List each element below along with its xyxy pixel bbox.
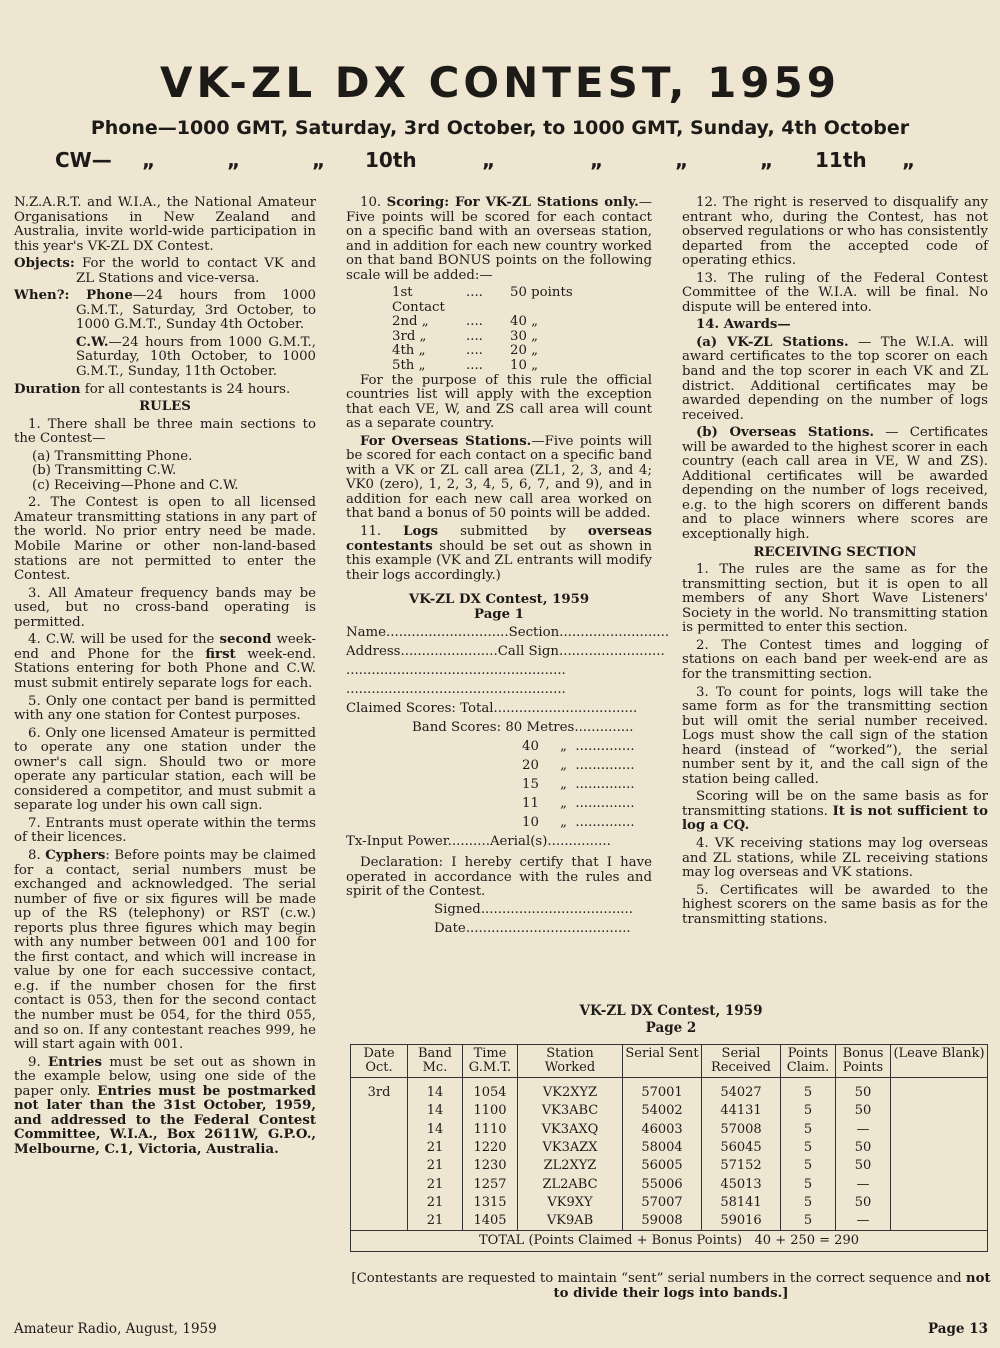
ditto: „ [142, 148, 156, 172]
rule-14a: (a) VK-ZL Stations. — The W.I.A. will award certificates to the top scorer on each band and the top scorer in each VK and ZL district. Additional certificates may be awarded depending on the number of logs received. [682, 334, 988, 423]
table-cell: ZL2XYZ [518, 1157, 623, 1175]
when: When?: Phone—24 hours from 1000 G.M.T., Saturday, 3rd October, to 1000 G.M.T., Sunday 4th October. [14, 288, 316, 333]
table-cell: — [836, 1212, 891, 1231]
footer-page-number: Page 13 [927, 1321, 988, 1337]
recv-rule-1: 1. The rules are the same as for the transmitting section, but it is open to all members of any Short Wave Listeners' Society in the world. No transmitting station is permitted to enter this section. [682, 562, 988, 636]
recv-rule-5: 5. Certificates will be awarded to the highest scorers on the same basis as for the transmitting stations. [682, 882, 988, 927]
table-cell: VK2XYZ [518, 1078, 623, 1103]
table-cell: 55006 [623, 1175, 702, 1193]
table-cell: 21 [408, 1194, 463, 1212]
table-cell: 54002 [623, 1102, 702, 1120]
objects: Objects: For the world to contact VK and ZL Stations and vice-versa. [14, 256, 316, 286]
table-cell: 56005 [623, 1157, 702, 1175]
col-header: Bonus Points [836, 1045, 891, 1078]
table-cell: VK3AZX [518, 1139, 623, 1157]
table-cell: 1054 [463, 1078, 518, 1103]
table-cell: 46003 [623, 1121, 702, 1139]
band-line: 10 „ .............. [522, 815, 635, 831]
col-header: Station Worked [518, 1045, 623, 1078]
rule-2: 2. The Contest is open to all licensed Amateur transmitting stations in any part of the world. No prior entry need be made. Mobile Marine or other non-land-based stations are not permitted to enter the Contest. [14, 495, 316, 584]
table-cell [891, 1121, 988, 1139]
form-title: VK-ZL DX Contest, 1959 [408, 592, 590, 608]
rule-3: 3. All Amateur frequency bands may be used, but no cross-band operating is permitted. [14, 585, 316, 630]
rule-14: 14. Awards— [696, 317, 791, 333]
table-cell [891, 1157, 988, 1175]
table-cell: 50 [836, 1078, 891, 1103]
rule-5: 5. Only one contact per band is permitted with any one station for Contest purposes. [14, 693, 316, 724]
band-line: 11 „ .............. [522, 796, 635, 812]
table-row [351, 1157, 988, 1175]
table-cell: 5 [781, 1212, 836, 1231]
rule-1b: (b) Transmitting C.W. [32, 463, 177, 479]
total-label: TOTAL (Points Claimed + Bonus Points) [479, 1233, 743, 1249]
log-note: [Contestants are requested to maintain “sent” serial numbers in the correct sequence and not to divide their logs into bands.] [351, 1271, 991, 1301]
rule-11: 11. Logs submitted by overseas contestants should be set out as shown in this example (VK and ZL entrants will modify their logs accordingly.) [346, 524, 652, 583]
recv-rule-3: 3. To count for points, logs will take the same form as for the transmitting section but will omit the serial number received. Logs must show the call sign of the station heard (instead of “worked”), the serial number sent by it, and the call sign of the station being called. [682, 684, 988, 787]
recv-rule-2: 2. The Contest times and logging of stations on each band per week-end are as for the transmitting section. [682, 637, 988, 682]
bonus-row: 5th „ .... 10 „ [392, 358, 539, 374]
rule-13: 13. The ruling of the Federal Contest Committee of the W.I.A. will be final. No dispute will be entered into. [682, 270, 988, 315]
table-row [351, 1078, 988, 1103]
band-line: 20 „ .............. [522, 758, 635, 774]
table-cell: 5 [781, 1121, 836, 1139]
form-page: Page 1 [474, 606, 524, 622]
table-cell [351, 1194, 408, 1212]
table-cell: 44131 [702, 1102, 781, 1120]
table-cell: 21 [408, 1175, 463, 1193]
total-value: 40 + 250 = 290 [754, 1233, 859, 1249]
table-row [351, 1102, 988, 1120]
log-table-title: VK-ZL DX Contest, 1959 [579, 1003, 763, 1019]
table-cell: VK9AB [518, 1212, 623, 1231]
table-row [351, 1139, 988, 1157]
table-cell: 21 [408, 1139, 463, 1157]
table-cell: 57001 [623, 1078, 702, 1103]
table-cell [351, 1102, 408, 1120]
table-cell: — [836, 1175, 891, 1193]
log-table-header [346, 1003, 996, 1037]
band-line: 15 „ .............. [522, 777, 635, 793]
receiving-heading: RECEIVING SECTION [753, 544, 917, 560]
address-line: Address.......................Call Sign......................... [346, 644, 665, 660]
cw-label: CW— [55, 148, 112, 172]
column-2 [346, 195, 670, 941]
rule-1c: (c) Receiving—Phone and C.W. [32, 477, 239, 493]
table-cell: 50 [836, 1139, 891, 1157]
ditto: „ [227, 148, 241, 172]
table-cell: 1110 [463, 1121, 518, 1139]
table-cell [351, 1121, 408, 1139]
duration: Duration for all contestants is 24 hours. [14, 381, 291, 397]
table-cell: 5 [781, 1175, 836, 1193]
ditto: „ [760, 148, 774, 172]
page-title: VK-ZL DX CONTEST, 1959 [160, 58, 840, 107]
name-line: Name.............................Section.......................... [346, 625, 670, 641]
table-cell: 1230 [463, 1157, 518, 1175]
table-cell: 3rd [351, 1078, 408, 1103]
table-cell: — [836, 1121, 891, 1139]
purpose: For the purpose of this rule the official countries list will apply with the exception that each VE, W, and ZS call area will count as a separate country. [346, 372, 652, 432]
col-header: Serial Sent [623, 1045, 702, 1078]
bonus-row: 3rd „ .... 30 „ [392, 328, 539, 344]
rule-6: 6. Only one licensed Amateur is permitted to operate any one station under the owner's call sign. Should two or more operate any particular station, each will be considered a competitor, and must submit a separate log under his own call sign. [14, 725, 316, 814]
table-cell: 58141 [702, 1194, 781, 1212]
recv-rule-4: 4. VK receiving stations may log overseas and ZL stations, while ZL receiving stations may log overseas and VK stations. [682, 835, 988, 881]
table-cell [891, 1175, 988, 1193]
ditto: „ [902, 148, 916, 172]
col-header: (Leave Blank) [891, 1045, 988, 1078]
table-cell: 50 [836, 1194, 891, 1212]
table-cell: 56045 [702, 1139, 781, 1157]
table-cell: 59008 [623, 1212, 702, 1231]
phone-schedule: Phone—1000 GMT, Saturday, 3rd October, to 1000 GMT, Sunday, 4th October [90, 117, 910, 139]
table-cell: 57152 [702, 1157, 781, 1175]
declaration: Declaration: I hereby certify that I have operated in accordance with the rules and spirit of the Contest. [346, 855, 652, 900]
col-header: Serial Received [702, 1045, 781, 1078]
table-cell [891, 1139, 988, 1157]
bonus-row: 4th „ .... 20 „ [392, 343, 539, 359]
table-cell: 1220 [463, 1139, 518, 1157]
table-cell: 5 [781, 1139, 836, 1157]
rule-4: 4. C.W. will be used for the second week-end and Phone for the first week-end. Stations entering for both Phone and C.W. must submit entirely separate logs for each. [14, 632, 316, 691]
column-3 [682, 196, 988, 930]
ditto: „ [482, 148, 496, 172]
blank-line: .................................................... [346, 682, 566, 698]
band-line: 40 „ .............. [522, 739, 635, 755]
table-cell: 14 [408, 1078, 463, 1103]
rule-14b: (b) Overseas Stations. — Certificates will be awarded to the highest scorer in each country (each call area in VE, W and ZS). Additional certificates will be awarded depending on the number of logs received, e.g. to the high scorers on different bands and to place winners where scores are exceptionally high. [682, 425, 989, 543]
bonus-scale [392, 286, 652, 373]
table-cell [351, 1212, 408, 1231]
rule-9: 9. Entries must be set out as shown in the example below, using one side of the paper only. Entries must be postmarked not later than the 31st October, 1959, and addressed to the Federal Contest Committee, W.I.A., Box 2611W, G.P.O., Melbourne, C.1, Victoria, Australia. [14, 1054, 316, 1157]
when-cw: C.W.—24 hours from 1000 G.M.T., Saturday, 10th October, to 1000 G.M.T., Sunday, 11th October. [76, 334, 316, 380]
table-cell: 1100 [463, 1102, 518, 1120]
total-row [351, 1231, 988, 1252]
rule-10: 10. Scoring: For VK-ZL Stations only.—Five points will be scored for each contact on a specific band with an overseas station, and in addition for each new country worked on that band BONUS points on the following scale will be added:— [346, 195, 652, 283]
table-cell: 14 [408, 1121, 463, 1139]
log-form-page-1 [346, 592, 670, 941]
ditto: „ [675, 148, 689, 172]
table-cell: 5 [781, 1078, 836, 1103]
recv-scoring: Scoring will be on the same basis as for transmitting stations. It is not sufficient to log a CQ. [682, 789, 988, 834]
col-header: Points Claim. [781, 1045, 836, 1078]
table-cell [351, 1175, 408, 1193]
table-cell [351, 1139, 408, 1157]
band-80-line: Band Scores: 80 Metres.............. [412, 720, 634, 736]
ditto: „ [590, 148, 604, 172]
bonus-row: 1st Contact .... 50 points [392, 285, 573, 315]
rule-12: 12. The right is reserved to disqualify any entrant who, during the Contest, has not observed regulations or who has consistently departed from the accepted code of operating ethics. [682, 195, 988, 269]
table-cell: 45013 [702, 1175, 781, 1193]
rule-7: 7. Entrants must operate within the terms of their licences. [14, 815, 316, 846]
table-cell: VK3ABC [518, 1102, 623, 1120]
table-cell: 5 [781, 1157, 836, 1175]
table-cell: 1315 [463, 1194, 518, 1212]
log-table-page: Page 2 [645, 1020, 697, 1036]
table-cell: VK9XY [518, 1194, 623, 1212]
table-cell: 58004 [623, 1139, 702, 1157]
table-cell: 57007 [623, 1194, 702, 1212]
table-cell: 14 [408, 1102, 463, 1120]
footer-publication: Amateur Radio, August, 1959 [14, 1321, 217, 1337]
table-cell: VK3AXQ [518, 1121, 623, 1139]
table-cell: 54027 [702, 1078, 781, 1103]
table-cell: 50 [836, 1157, 891, 1175]
col-header: Date Oct. [351, 1045, 408, 1078]
signed-line: Signed.................................... [434, 901, 633, 917]
table-cell: 59016 [702, 1212, 781, 1231]
col-header: Band Mc. [408, 1045, 463, 1078]
claimed-line: Claimed Scores: Total.................................. [346, 701, 638, 717]
table-cell [891, 1078, 988, 1103]
rule-8: 8. Cyphers: Before points may be claimed for a contact, serial numbers must be exchanged and acknowledged. The serial number of five or six figures will be made up of the RS (telephony) or RST (c.w.) reports plus three figures which may begin with any number between 001 and 100 for the first contact, and which will increase in value by one for each successive contact, e.g. if the number chosen for the first contact is 053, then for the second contact the number must be 054, for the third 055, and so on. If any contestant reaches 999, he will start again with 001. [14, 847, 316, 1053]
ditto: „ [312, 148, 326, 172]
cw-end-day: 11th [815, 148, 867, 172]
rule-1a: (a) Transmitting Phone. [32, 448, 193, 464]
log-table [350, 1044, 988, 1252]
table-cell: 1405 [463, 1212, 518, 1231]
blank-line: .................................................... [346, 663, 566, 679]
table-row [351, 1121, 988, 1139]
intro: N.Z.A.R.T. and W.I.A., the National Amateur Organisations in New Zealand and Australia, invite world-wide participation in this year's VK-ZL DX Contest. [14, 195, 316, 254]
table-cell: 5 [781, 1102, 836, 1120]
date-line: Date....................................... [434, 920, 631, 936]
table-cell: ZL2ABC [518, 1175, 623, 1193]
table-cell [891, 1212, 988, 1231]
bonus-row: 2nd „ .... 40 „ [392, 314, 539, 330]
cw-start-day: 10th [365, 148, 417, 172]
table-cell: 5 [781, 1194, 836, 1212]
table-cell: 21 [408, 1157, 463, 1175]
tx-line: Tx-Input Power..........Aerial(s)............... [346, 834, 611, 850]
table-row [351, 1175, 988, 1193]
rules-heading: RULES [139, 399, 191, 415]
overseas-scoring: For Overseas Stations.—Five points will be scored for each contact on a specific band with a VK or ZL call area (ZL1, 2, 3, and 4; VK0 (zero), 1, 2, 3, 4, 5, 6, 7, and 9), and in addition for each new call area worked on that band a bonus of 50 points will be added. [346, 433, 652, 522]
col-header: Time G.M.T. [463, 1045, 518, 1078]
table-row [351, 1212, 988, 1231]
table-cell [891, 1194, 988, 1212]
table-cell: 57008 [702, 1121, 781, 1139]
table-cell: 50 [836, 1102, 891, 1120]
table-cell [891, 1102, 988, 1120]
column-1 [14, 196, 316, 1160]
table-cell: 21 [408, 1212, 463, 1231]
table-cell [351, 1157, 408, 1175]
table-cell: 1257 [463, 1175, 518, 1193]
rule-1: 1. There shall be three main sections to the Contest— [14, 416, 316, 447]
table-row [351, 1194, 988, 1212]
